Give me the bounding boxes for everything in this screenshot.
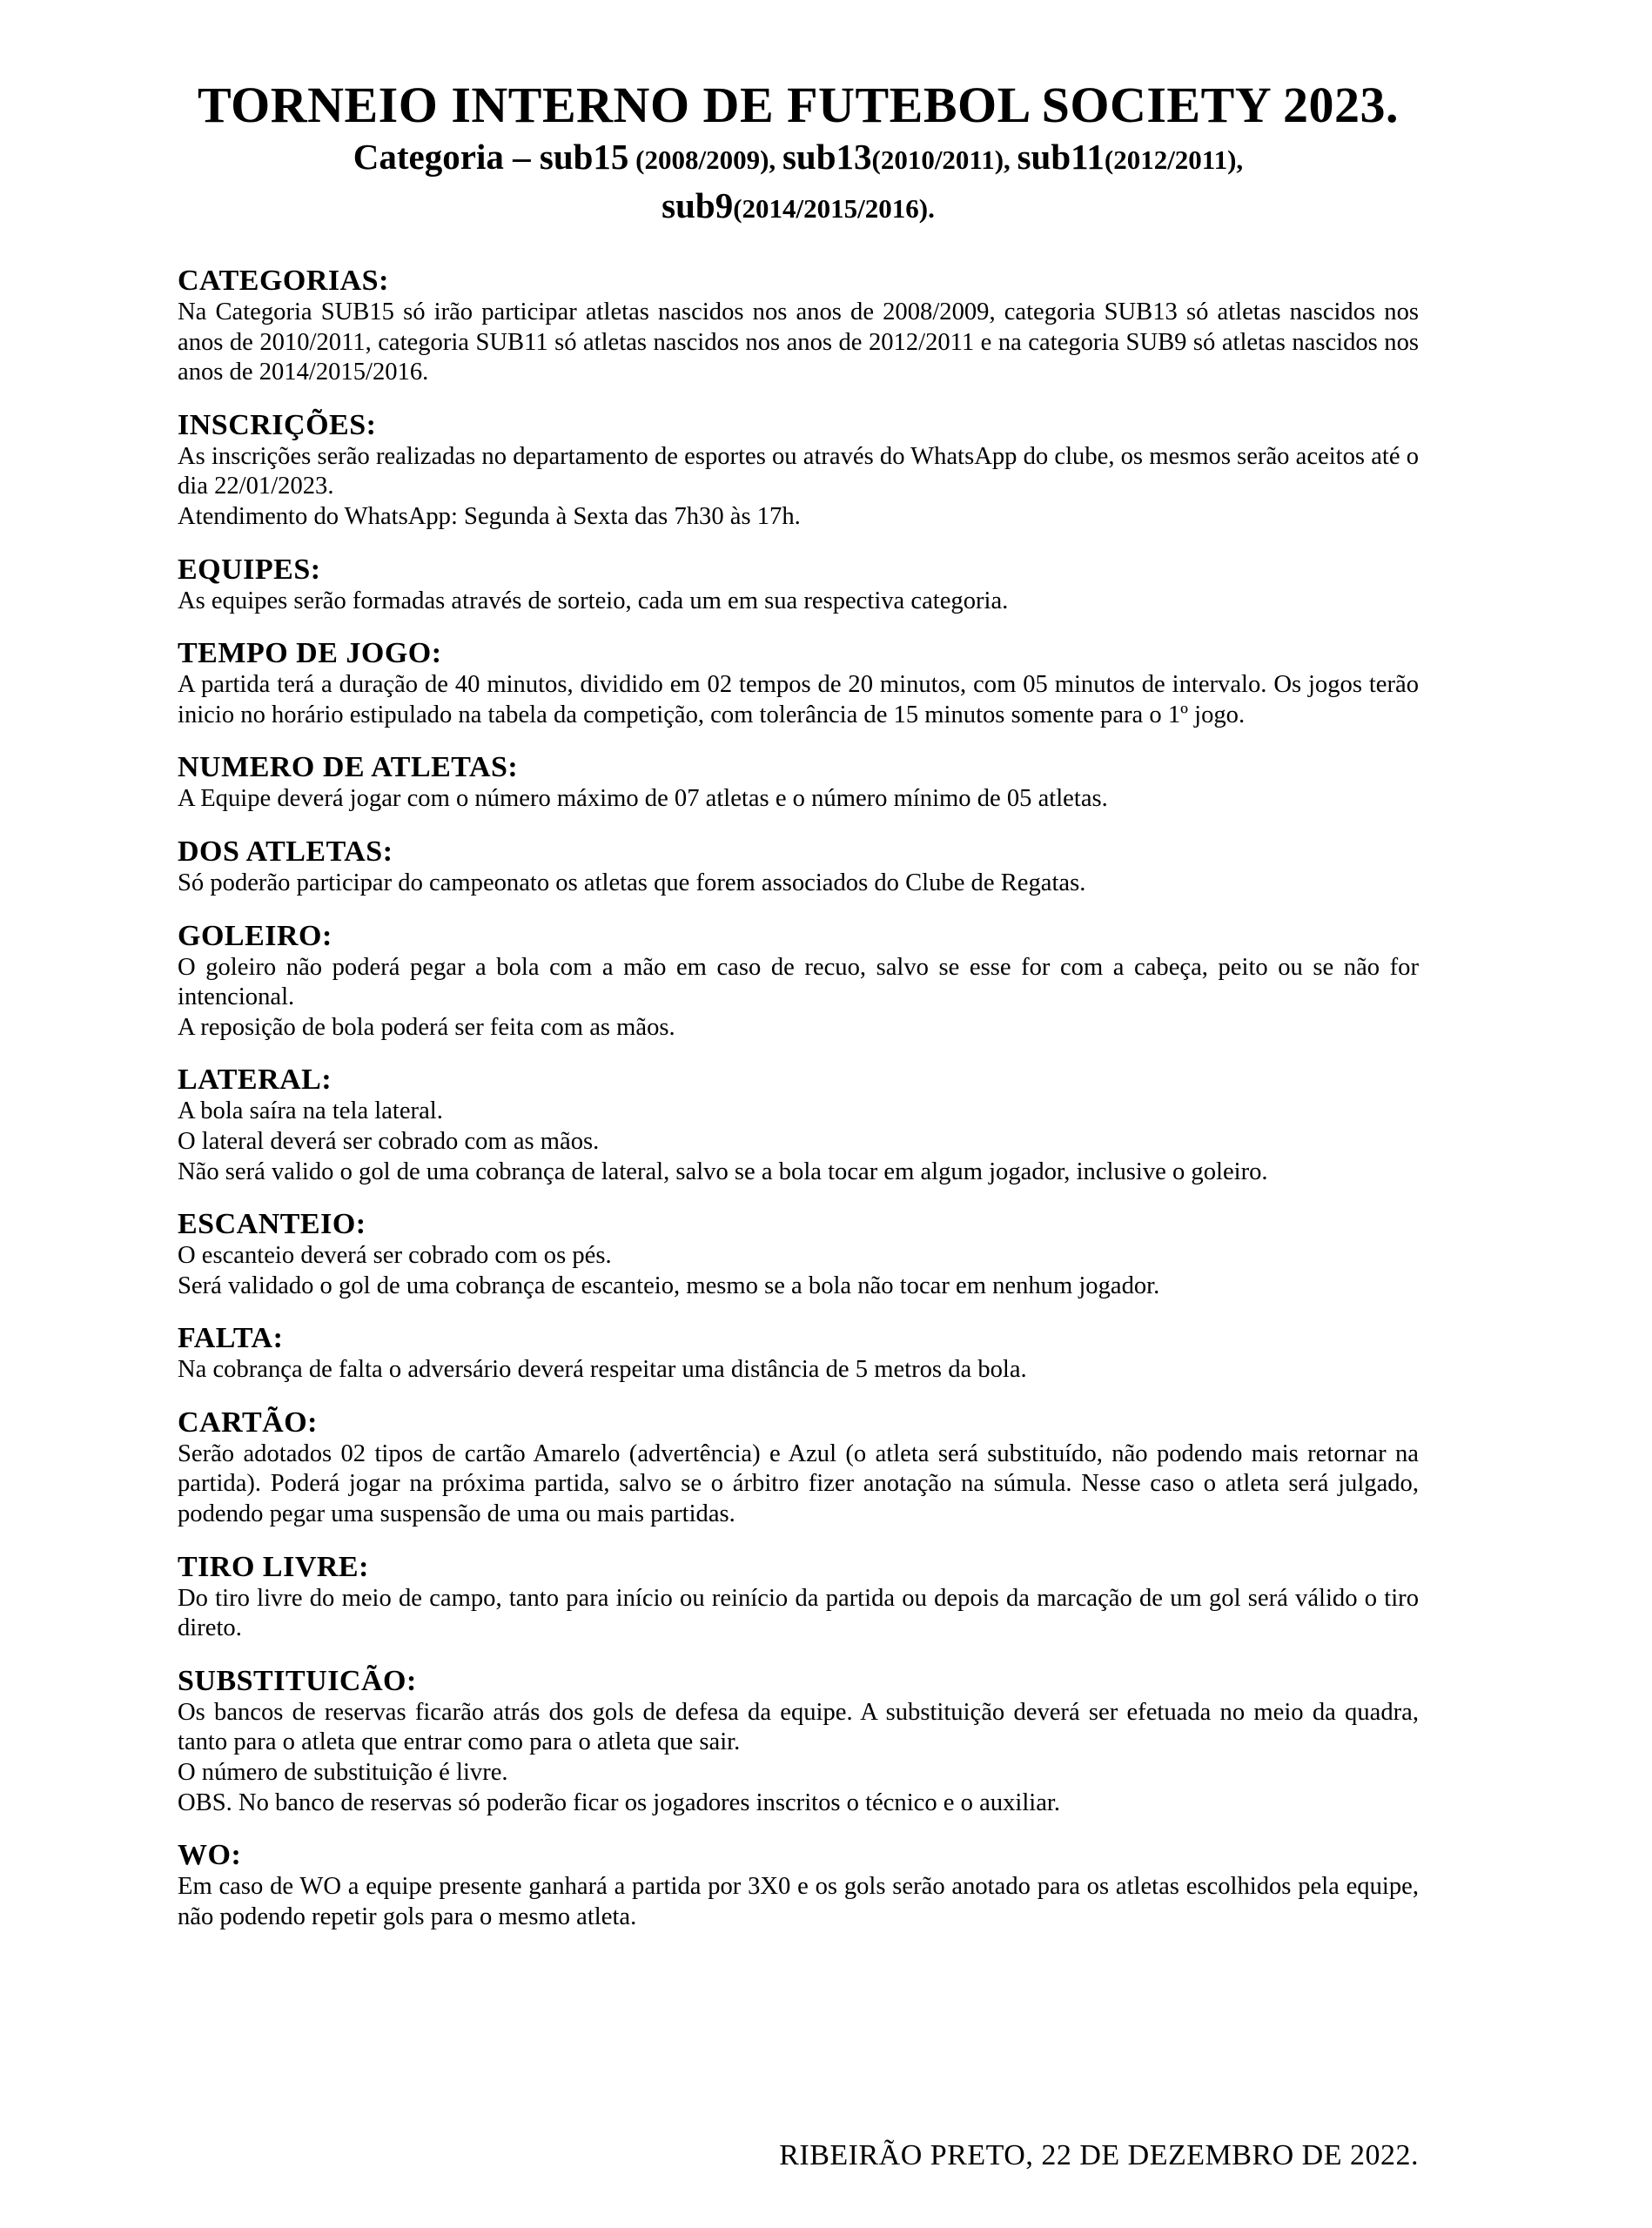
subtitle-years-sub9: (2014/2015/2016). (733, 193, 935, 224)
rule-section (178, 836, 1419, 899)
rule-section (178, 751, 1419, 815)
section-heading: DOS ATLETAS: (178, 835, 393, 868)
rule-section (178, 920, 1419, 1044)
rule-section (178, 1551, 1419, 1644)
rule-section (178, 1064, 1419, 1187)
subtitle-years-sub13: (2010/2011), (871, 144, 1017, 175)
category-subtitle (151, 134, 1445, 232)
rule-section (178, 1665, 1419, 1818)
section-heading: WO: (178, 1839, 242, 1872)
section-paragraph: As equipes serão formadas através de sorteio, cada um em sua respectiva categoria. (178, 587, 1009, 614)
subtitle-cat-sub9: sub9 (661, 185, 734, 225)
section-paragraph: Os bancos de reservas ficarão atrás dos gols de defesa da equipe. A substituição deverá ser efetuada no meio da quadra, tanto para o atleta que entrar como para o atleta que sair. (178, 1698, 1419, 1756)
section-paragraph: Será validado o gol de uma cobrança de escanteio, mesmo se a bola não tocar em nenhum jogador. (178, 1272, 1160, 1299)
section-heading: TIRO LIVRE: (178, 1550, 369, 1583)
section-paragraph: Não será valido o gol de uma cobrança de lateral, salvo se a bola tocar em algum jogador, inclusive o goleiro. (178, 1158, 1268, 1185)
section-paragraph: As inscrições serão realizadas no departamento de esportes ou através do WhatsApp do clube, os mesmos serão aceitos até o dia 22/01/2023. (178, 442, 1419, 500)
section-paragraph: O número de substituição é livre. (178, 1759, 508, 1787)
subtitle-cat-sub15: sub15 (539, 137, 629, 177)
section-paragraph: Só poderão participar do campeonato os atletas que forem associados do Clube de Regatas. (178, 869, 1086, 896)
section-heading: NUMERO DE ATLETAS: (178, 751, 519, 784)
rule-section (178, 1322, 1419, 1386)
section-paragraph: O escanteio deverá ser cobrado com os pés. (178, 1242, 612, 1270)
subtitle-years-sub15: (2008/2009), (628, 144, 782, 175)
section-heading: INSCRIÇÕES: (178, 408, 377, 441)
rule-section (178, 554, 1419, 617)
section-paragraph: Atendimento do WhatsApp: Segunda à Sexta das 7h30 às 17h. (178, 502, 801, 530)
rule-section (178, 1208, 1419, 1301)
section-heading: CATEGORIAS: (178, 265, 389, 297)
section-heading: ESCANTEIO: (178, 1208, 366, 1241)
section-paragraph: Na Categoria SUB15 só irão participar atletas nascidos nos anos de 2008/2009, categoria SUB13 só atletas nascidos nos anos de 2010/2011, categoria SUB11 só atletas nascidos nos anos de 2012/2011 e na categoria SUB9 só atletas nascidos nos anos de 2014/2015/2016. (178, 299, 1419, 386)
section-paragraph: Em caso de WO a equipe presente ganhará a partida por 3X0 e os gols serão anotado para os atletas escolhidos pela equipe, não podendo repetir gols para o mesmo atleta. (178, 1873, 1419, 1930)
signature-line: RIBEIRÃO PRETO, 22 DE DEZEMBRO DE 2022. (779, 2139, 1419, 2171)
rules-sections (178, 265, 1419, 1932)
section-paragraph: A Equipe deverá jogar com o número máximo de 07 atletas e o número mínimo de 05 atletas. (178, 785, 1108, 813)
section-heading: TEMPO DE JOGO: (178, 637, 442, 670)
section-paragraph: A partida terá a duração de 40 minutos, dividido em 02 tempos de 20 minutos, com 05 minutos de intervalo. Os jogos terão inicio no horário estipulado na tabela da competição, com tolerância de 15 minutos somente para o 1º jogo. (178, 671, 1419, 728)
section-paragraph: Do tiro livre do meio de campo, tanto para início ou reinício da partida ou depois da marcação de um gol será válido o tiro direto. (178, 1584, 1419, 1642)
section-heading: EQUIPES: (178, 553, 321, 586)
rule-section (178, 265, 1419, 388)
section-paragraph: O lateral deverá ser cobrado com as mãos. (178, 1127, 600, 1155)
section-paragraph: Serão adotados 02 tipos de cartão Amarelo (advertência) e Azul (o atleta será substituído, não podendo mais retornar na partida). Poderá jogar na próxima partida, salvo se o árbitro fizer anotação na súmula. Nesse caso o atleta será julgado, podendo pegar uma suspensão de uma ou mais partidas. (178, 1439, 1419, 1528)
section-heading: GOLEIRO: (178, 919, 332, 952)
section-paragraph: A bola saíra na tela lateral. (178, 1097, 443, 1125)
subtitle-label: Categoria – (353, 137, 540, 177)
section-heading: LATERAL: (178, 1064, 332, 1097)
section-heading: SUBSTITUICÃO: (178, 1664, 417, 1697)
section-paragraph: OBS. No banco de reservas só poderão ficar os jogadores inscritos o técnico e o auxiliar. (178, 1788, 1060, 1816)
rule-section (178, 637, 1419, 730)
section-paragraph: O goleiro não poderá pegar a bola com a mão em caso de recuo, salvo se esse for com a cabeça, peito ou se não for intencional. (178, 953, 1419, 1011)
section-paragraph: A reposição de bola poderá ser feita com as mãos. (178, 1013, 675, 1041)
subtitle-years-sub11: (2012/2011), (1104, 144, 1244, 175)
document-title: TORNEIO INTERNO DE FUTEBOL SOCIETY 2023. (197, 77, 1400, 133)
rule-section (178, 1839, 1419, 1932)
section-paragraph: Na cobrança de falta o adversário deverá respeitar uma distância de 5 metros da bola. (178, 1356, 1027, 1384)
subtitle-cat-sub13: sub13 (782, 137, 872, 177)
subtitle-cat-sub11: sub11 (1017, 137, 1105, 177)
rule-section (178, 409, 1419, 533)
section-heading: FALTA: (178, 1322, 284, 1355)
section-heading: CARTÃO: (178, 1406, 318, 1439)
rule-section (178, 1406, 1419, 1530)
